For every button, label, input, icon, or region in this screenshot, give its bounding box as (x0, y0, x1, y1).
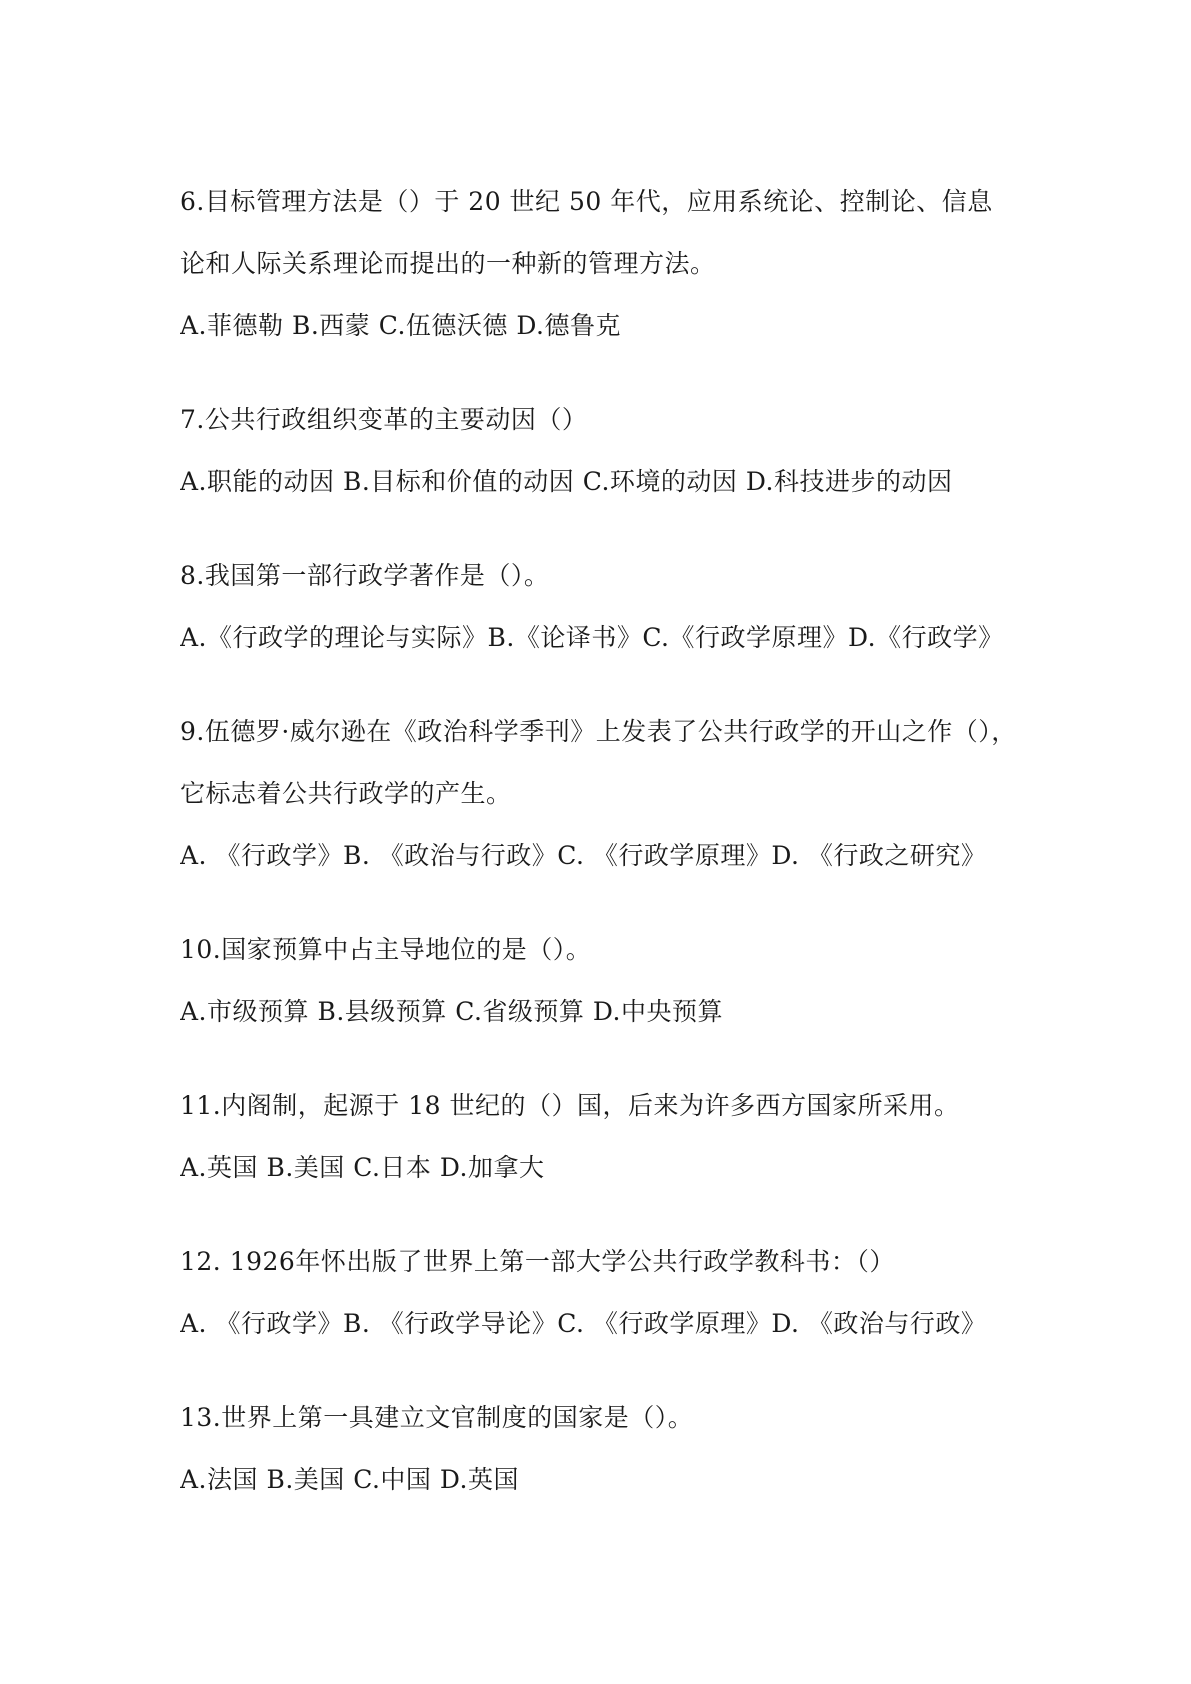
question-10-stem: 10.国家预算中占主导地位的是（）。 (180, 935, 592, 964)
question-13-options: A.法国 B.美国 C.中国 D.英国 (180, 1465, 519, 1494)
question-13-stem: 13.世界上第一具建立文官制度的国家是（）。 (180, 1403, 694, 1432)
question-6-options: A.菲德勒 B.西蒙 C.伍德沃德 D.德鲁克 (180, 311, 621, 340)
question-6-stem-line-1: 6.目标管理方法是（）于 20 世纪 50 年代，应用系统论、控制论、信息 (180, 187, 993, 216)
question-9-stem-line-2: 它标志着公共行政学的产生。 (180, 779, 512, 808)
question-12-stem: 12. 1926年怀出版了世界上第一部大学公共行政学教科书：（） (180, 1247, 895, 1276)
question-10-options: A.市级预算 B.县级预算 C.省级预算 D.中央预算 (180, 997, 723, 1026)
question-12-options: A. 《行政学》B. 《行政学导论》C. 《行政学原理》D. 《政治与行政》 (180, 1309, 987, 1338)
question-7-stem: 7.公共行政组织变革的主要动因（） (180, 405, 588, 434)
question-6-stem-line-2: 论和人际关系理论而提出的一种新的管理方法。 (180, 249, 716, 278)
question-11-stem: 11.内阁制，起源于 18 世纪的（）国，后来为许多西方国家所采用。 (180, 1091, 960, 1120)
question-9-stem-line-1: 9.伍德罗·威尔逊在《政治科学季刊》上发表了公共行政学的开山之作（）， (180, 717, 1017, 746)
question-8-options: A.《行政学的理论与实际》B.《论译书》C.《行政学原理》D.《行政学》 (180, 623, 1004, 652)
question-8-stem: 8.我国第一部行政学著作是（）。 (180, 561, 550, 590)
question-9-options: A. 《行政学》B. 《政治与行政》C. 《行政学原理》D. 《行政之研究》 (180, 841, 987, 870)
question-7-options: A.职能的动因 B.目标和价值的动因 C.环境的动因 D.科技进步的动因 (180, 467, 953, 496)
question-11-options: A.英国 B.美国 C.日本 D.加拿大 (180, 1153, 545, 1182)
